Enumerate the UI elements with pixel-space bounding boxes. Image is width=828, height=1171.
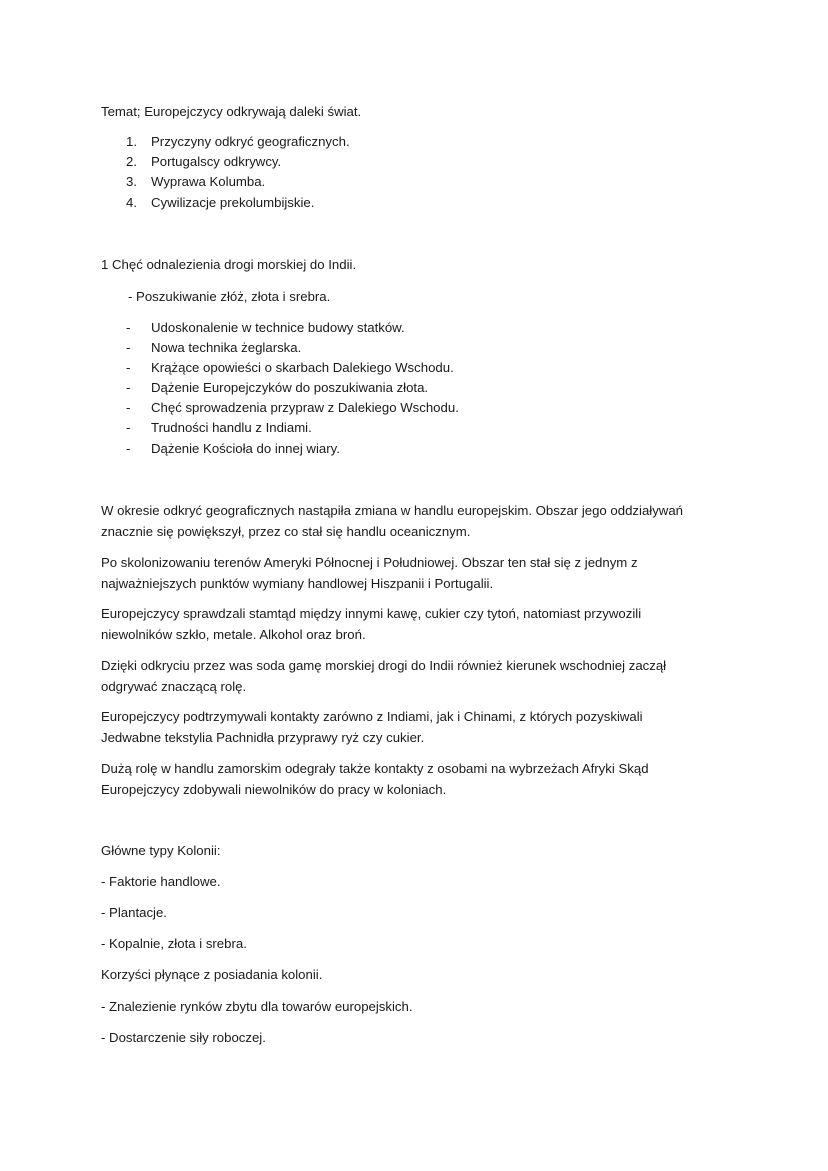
plan-item: Cywilizacje prekolumbijskie. bbox=[151, 195, 315, 210]
section-sub-item: - Poszukiwanie złóż, złota i srebra. bbox=[128, 289, 331, 304]
bullet-dash: - bbox=[126, 441, 131, 456]
paragraph-line: znacznie się powiększył, przez co stał się handlu oceanicznym. bbox=[101, 523, 471, 539]
paragraph bbox=[101, 604, 726, 645]
bullet-dash: - bbox=[126, 420, 131, 435]
paragraph bbox=[101, 501, 726, 542]
paragraph-line: odgrywać znaczącą rolę. bbox=[101, 678, 247, 694]
list-item: Dążenie Europejczyków do poszukiwania złota. bbox=[151, 380, 429, 395]
plan-number: 1. bbox=[126, 134, 137, 149]
plan-number: 3. bbox=[126, 174, 137, 189]
list-item: Dążenie Kościoła do innej wiary. bbox=[151, 441, 340, 456]
plan-number: 2. bbox=[126, 154, 137, 169]
paragraph-line: najważniejszych punktów wymiany handlowej Hiszpanii i Portugalii. bbox=[101, 575, 494, 591]
plan-item: Wyprawa Kolumba. bbox=[151, 174, 266, 189]
paragraph bbox=[101, 707, 726, 748]
paragraph-line: W okresie odkryć geograficznych nastąpiła zmiana w handlu europejskim. Obszar jego oddziaływań bbox=[101, 503, 684, 518]
list-item: - Dostarczenie siły roboczej. bbox=[101, 1030, 266, 1045]
list-item: - Znalezienie rynków zbytu dla towarów europejskich. bbox=[101, 999, 413, 1014]
list-item: Chęć sprowadzenia przypraw z Dalekiego Wschodu. bbox=[151, 400, 459, 415]
paragraph-line: Europejczycy podtrzymywali kontakty zarówno z Indiami, jak i Chinami, z których pozyskiwali bbox=[101, 709, 643, 724]
list-item: Trudności handlu z Indiami. bbox=[151, 420, 312, 435]
bullet-dash: - bbox=[126, 380, 131, 395]
paragraph bbox=[101, 656, 726, 697]
paragraph bbox=[101, 553, 726, 594]
list-item: Nowa technika żeglarska. bbox=[151, 340, 302, 355]
bullet-dash: - bbox=[126, 340, 131, 355]
benefits-heading: Korzyści płynące z posiadania kolonii. bbox=[101, 967, 323, 982]
bullet-dash: - bbox=[126, 400, 131, 415]
bullet-dash: - bbox=[126, 360, 131, 375]
document-title: Temat; Europejczycy odkrywają daleki świat. bbox=[101, 104, 362, 119]
paragraph bbox=[101, 759, 726, 800]
list-item: - Faktorie handlowe. bbox=[101, 874, 221, 889]
paragraph-line: Dzięki odkryciu przez was soda gamę morskiej drogi do Indii również kierunek wschodniej zaczął bbox=[101, 658, 667, 673]
section-heading: 1 Chęć odnalezienia drogi morskiej do Indii. bbox=[101, 257, 357, 272]
plan-item: Przyczyny odkryć geograficznych. bbox=[151, 134, 350, 149]
paragraph-line: niewolników szkło, metale. Alkohol oraz broń. bbox=[101, 626, 366, 642]
colonies-heading: Główne typy Kolonii: bbox=[101, 843, 221, 858]
paragraph-line: Europejczycy zdobywali niewolników do pracy w koloniach. bbox=[101, 781, 447, 797]
list-item: Udoskonalenie w technice budowy statków. bbox=[151, 320, 405, 335]
list-item: Krążące opowieści o skarbach Dalekiego Wschodu. bbox=[151, 360, 454, 375]
bullet-dash: - bbox=[126, 320, 131, 335]
paragraph-line: Jedwabne tekstylia Pachnidła przyprawy ryż czy cukier. bbox=[101, 729, 425, 745]
plan-number: 4. bbox=[126, 195, 137, 210]
paragraph-line: Dużą rolę w handlu zamorskim odegrały także kontakty z osobami na wybrzeżach Afryki Skąd bbox=[101, 761, 649, 776]
list-item: - Kopalnie, złota i srebra. bbox=[101, 936, 247, 951]
list-item: - Plantacje. bbox=[101, 905, 167, 920]
paragraph-line: Europejczycy sprawdzali stamtąd między innymi kawę, cukier czy tytoń, natomiast przywozili bbox=[101, 606, 642, 621]
paragraph-line: Po skolonizowaniu terenów Ameryki Północnej i Południowej. Obszar ten stał się z jednym z bbox=[101, 555, 638, 570]
plan-item: Portugalscy odkrywcy. bbox=[151, 154, 282, 169]
